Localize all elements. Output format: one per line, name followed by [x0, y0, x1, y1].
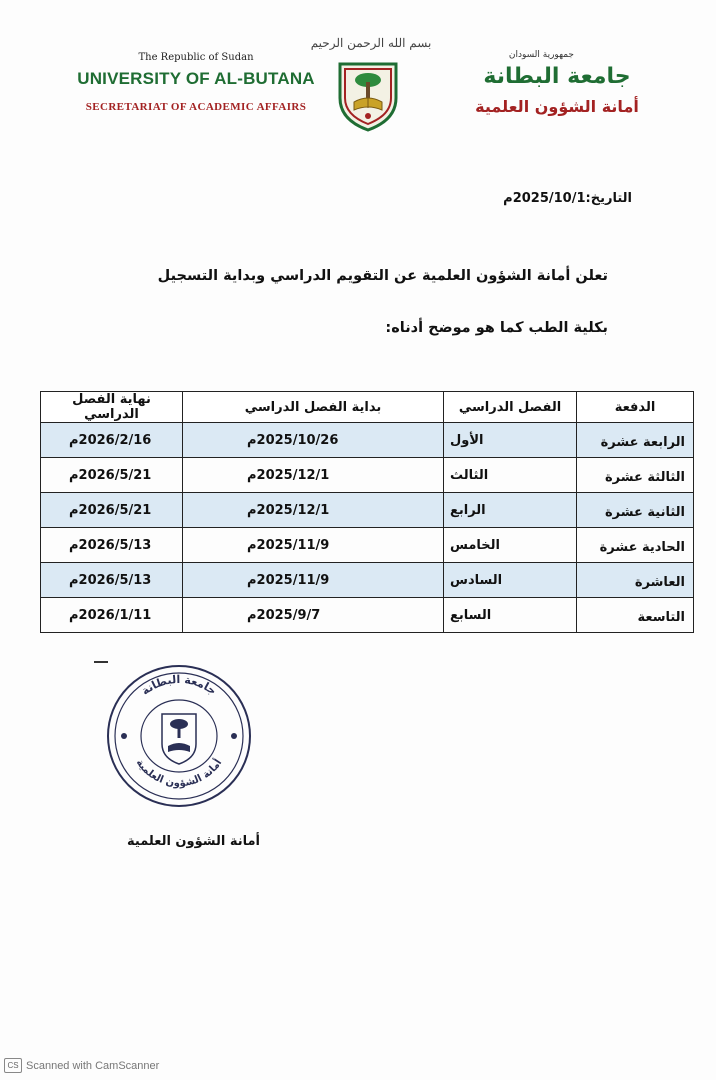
semester-cell: الثالث	[444, 458, 577, 493]
batch-cell: الرابعة عشرة	[577, 423, 694, 458]
table-row	[41, 563, 694, 598]
end-date-cell: 2026/5/13م	[41, 528, 183, 563]
batch-cell: الثالثة عشرة	[577, 458, 694, 493]
document-date: التاريخ:2025/10/1م	[503, 191, 632, 206]
batch-cell: التاسعة	[577, 598, 694, 633]
semester-cell: السابع	[444, 598, 577, 633]
end-date-cell: 2026/2/16م	[41, 423, 183, 458]
university-logo-icon	[332, 58, 404, 132]
header-english	[76, 52, 316, 113]
table-row	[41, 458, 694, 493]
secretariat-arabic: أمانة الشؤون العلمية	[475, 97, 639, 116]
camscanner-badge: CS	[4, 1058, 22, 1073]
scanner-footer	[4, 1058, 159, 1073]
header-batch: الدفعة	[577, 392, 694, 423]
announcement-line-1: تعلن أمانة الشؤون العلمية عن التقويم الدراسي وبداية التسجيل	[157, 268, 608, 284]
table-row	[41, 423, 694, 458]
start-date-cell: 2025/11/9م	[183, 528, 444, 563]
start-date-cell: 2025/9/7م	[183, 598, 444, 633]
start-date-cell: 2025/11/9م	[183, 563, 444, 598]
table-row	[41, 493, 694, 528]
header-semester: الفصل الدراسي	[444, 392, 577, 423]
batch-cell: الثانية عشرة	[577, 493, 694, 528]
scanner-text: Scanned with CamScanner	[26, 1059, 160, 1072]
semester-cell: الأول	[444, 423, 577, 458]
republic-english: The Republic of Sudan	[138, 52, 254, 63]
stamp-top-text: جامعة البطانة	[139, 672, 219, 698]
secretariat-english: SECRETARIAT OF ACADEMIC AFFAIRS	[85, 101, 307, 113]
header-arabic	[422, 50, 692, 116]
table-row	[41, 598, 694, 633]
start-date-cell: 2025/10/26م	[183, 423, 444, 458]
semester-cell: الخامس	[444, 528, 577, 563]
table-row	[41, 528, 694, 563]
republic-arabic: جمهورية السودان	[508, 50, 574, 60]
official-stamp-icon	[104, 662, 254, 810]
start-date-cell: 2025/12/1م	[183, 458, 444, 493]
academic-calendar-table	[40, 391, 694, 633]
batch-cell: العاشرة	[577, 563, 694, 598]
table-header-row	[41, 392, 694, 423]
svg-text:أمانة الشؤون العلمية	[134, 756, 225, 789]
university-name-english: UNIVERSITY OF AL-BUTANA	[77, 69, 315, 88]
end-date-cell: 2026/5/21م	[41, 458, 183, 493]
semester-cell: الرابع	[444, 493, 577, 528]
semester-cell: السادس	[444, 563, 577, 598]
batch-cell: الحادية عشرة	[577, 528, 694, 563]
signature-label: أمانة الشؤون العلمية	[127, 834, 260, 849]
header-start: بداية الفصل الدراسي	[183, 392, 444, 423]
announcement-text	[98, 250, 608, 354]
end-date-cell: 2026/5/21م	[41, 493, 183, 528]
start-date-cell: 2025/12/1م	[183, 493, 444, 528]
stamp-bottom-text: أمانة الشؤون العلمية	[133, 757, 225, 790]
end-date-cell: 2026/5/13م	[41, 563, 183, 598]
university-name-arabic: جامعة البطانة	[483, 64, 631, 89]
end-date-cell: 2026/1/11م	[41, 598, 183, 633]
bismillah-calligraphy: بسم الله الرحمن الرحيم	[310, 36, 432, 50]
header-end: نهاية الفصل الدراسي	[41, 392, 183, 423]
svg-text:جامعة البطانة	[139, 673, 219, 698]
announcement-line-2: بكلية الطب كما هو موضح أدناه:	[385, 320, 608, 336]
